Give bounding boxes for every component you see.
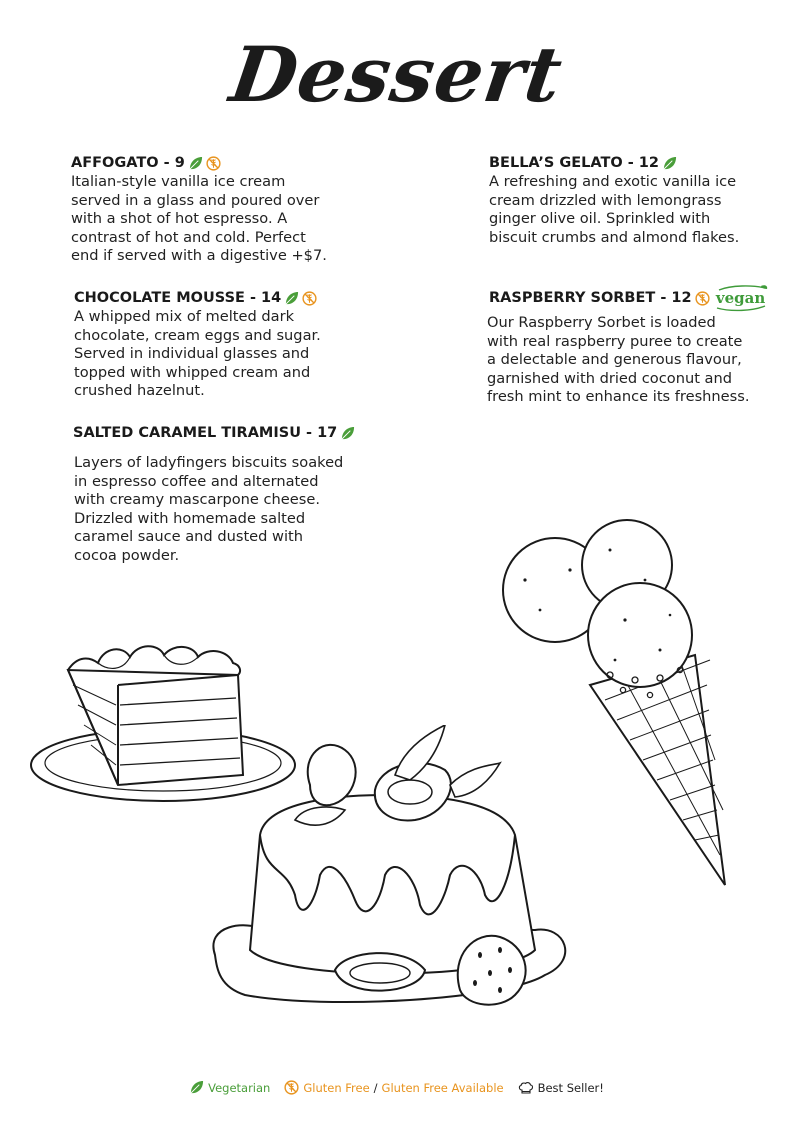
- item-name: BELLA’S GELATO - 12: [489, 155, 659, 171]
- menu-item-affogato: [71, 155, 371, 266]
- leaf-icon: [662, 156, 677, 171]
- chef-hat-icon: [518, 1081, 534, 1095]
- item-description: Italian-style vanilla ice cream served in a glass and poured over with a shot of hot espresso. A contrast of hot and cold. Perfect end if served with a digestive +$7.: [71, 173, 327, 265]
- menu-item-salted-caramel-tiramisu: [73, 425, 383, 566]
- item-name: SALTED CARAMEL TIRAMISU - 17: [73, 425, 338, 441]
- legend: [0, 1080, 793, 1095]
- leaf-icon: [284, 291, 299, 306]
- gluten-free-icon: [284, 1080, 299, 1095]
- panna-cotta-illustration: [205, 725, 575, 1035]
- legend-best-seller: Best Seller!: [518, 1081, 604, 1095]
- leaf-icon: [340, 426, 355, 441]
- leaf-icon: [189, 1080, 204, 1095]
- item-name: RASPBERRY SORBET - 12: [489, 290, 692, 306]
- item-description: Layers of ladyfingers biscuits soaked in espresso coffee and alternated with creamy mascarpone cheese. Drizzled with homemade salted caramel sauce and dusted with cocoa powder.: [74, 454, 344, 564]
- gluten-free-icon: [302, 291, 317, 306]
- item-description: A refreshing and exotic vanilla ice cream drizzled with lemongrass ginger olive oil. Sprinkled with biscuit crumbs and almond flakes.: [489, 173, 740, 246]
- legend-vegetarian: Vegetarian: [189, 1080, 270, 1095]
- gluten-free-icon: [695, 291, 710, 306]
- leaf-icon: [188, 156, 203, 171]
- legend-gluten: Gluten Free / Gluten Free Available: [284, 1080, 503, 1095]
- item-description: Our Raspberry Sorbet is loaded with real raspberry puree to create a delectable and generous flavour, garnished with dried coconut and fresh mint to enhance its freshness.: [487, 314, 750, 406]
- vegan-badge: vegan: [713, 284, 769, 312]
- menu-item-raspberry-sorbet: [487, 284, 787, 407]
- item-name: AFFOGATO - 9: [71, 155, 185, 171]
- gluten-free-icon: [206, 156, 221, 171]
- item-name: CHOCOLATE MOUSSE - 14: [74, 290, 282, 306]
- page-title: Dessert: [225, 30, 568, 119]
- item-description: A whipped mix of melted dark chocolate, cream eggs and sugar. Served in individual glasses and topped with whipped cream and crushed hazelnut.: [74, 308, 321, 400]
- menu-item-chocolate-mousse: [74, 290, 374, 401]
- menu-item-bellas-gelato: [489, 155, 779, 247]
